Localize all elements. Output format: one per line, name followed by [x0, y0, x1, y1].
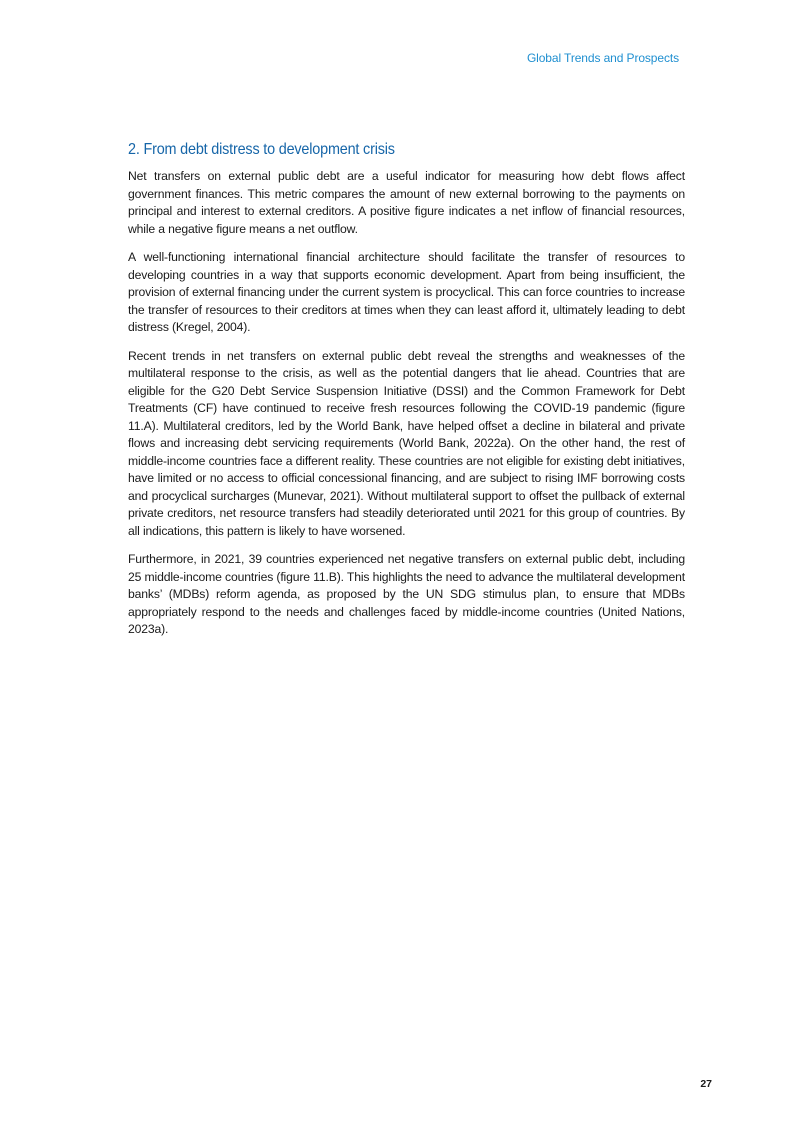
- paragraph-2: A well-functioning international financial architecture should facilitate the transfer of resources to developing countries in a way that supports economic development. Apart from being insufficient, the provision of external financing under the current system is procyclical. This can force countries to increase the transfer of resources to their creditors at times when they can least afford it, ultimately leading to debt distress (Kregel, 2004).: [128, 250, 685, 334]
- running-header: Global Trends and Prospects: [526, 51, 679, 65]
- paragraph-4: Furthermore, in 2021, 39 countries experienced net negative transfers on external public debt, including 25 middle-income countries (figure 11.B). This highlights the need to advance the multilateral development banks’ (MDBs) reform agenda, as proposed by the UN SDG stimulus plan, to ensure that MDBs appropriately respond to the needs and challenges faced by middle-income countries (United Nations, 2023a).: [128, 552, 685, 636]
- paragraph-1: Net transfers on external public debt are a useful indicator for measuring how debt flows affect government finances. This metric compares the amount of new external borrowing to the payments on principal and interest to external creditors. A positive figure indicates a net inflow of financial resources, while a negative figure means a net outflow.: [128, 169, 685, 236]
- section-title: 2. From debt distress to development crisis: [128, 141, 395, 158]
- paragraph-3: Recent trends in net transfers on external public debt reveal the strengths and weaknesses of the multilateral response to the crisis, as well as the potential dangers that lie ahead. Countries that are eligible for the G20 Debt Service Suspension Initiative (DSSI) and the Common Framework for Debt Treatments (CF) have continued to receive fresh resources following the COVID-19 pandemic (figure 11.A). Multilateral creditors, led by the World Bank, have helped offset a decline in bilateral and private flows and increasing debt servicing requirements (World Bank, 2022a). On the other hand, the rest of middle-income countries face a different reality. These countries are not eligible for existing debt initiatives, have limited or no access to official concessional financing, and are subject to rising IMF borrowing costs and procyclical surcharges (Munevar, 2021). Without multilateral support to offset the pullback of external private creditors, net resource transfers had steadily deteriorated until 2021 for this group of countries. By all indications, this pattern is likely to have worsened.: [128, 348, 685, 538]
- section-from-debt-distress: [128, 141, 685, 650]
- page-number: 27: [700, 1078, 712, 1090]
